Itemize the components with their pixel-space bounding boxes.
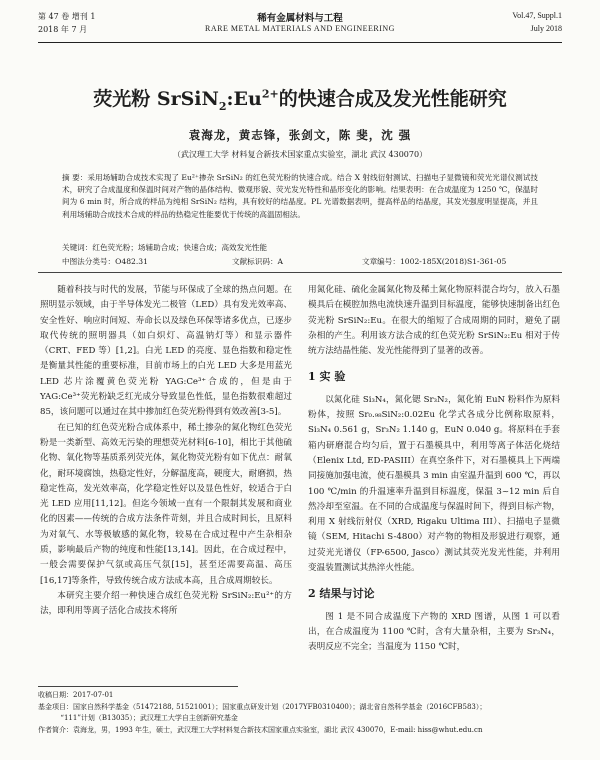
results-paragraph: 图 1 是不同合成温度下产物的 XRD 图谱，从图 1 可以看出，在合成温度为 1100 ℃时，含有大量杂相，主要为 Sr₃N₄，表明反应不完全；当温度为 1150 ℃时， xyxy=(308,611,560,653)
authors: 袁海龙，黄志锋，张剑文，陈 斐，沈 强 xyxy=(188,128,412,142)
affiliation: （武汉理工大学 材料复合新技术国家重点实验室，湖北 武汉 430070） xyxy=(172,150,428,159)
keywords: 关键词：红色荧光粉；场辅助合成；快速合成；高效发光性能 xyxy=(62,243,268,252)
volume-cn: 第 47 卷 增刊 1 xyxy=(38,12,96,21)
intro-paragraph-3: 本研究主要介绍一种快速合成红色荧光粉 SrSiN₂:Eu²⁺的方法，即利用等离子活化合成技术将所 xyxy=(40,590,292,617)
title-subscript: 2 xyxy=(218,99,227,113)
footnote-received: 收稿日期：2017-07-01 xyxy=(38,691,114,699)
intro-continuation: 用氮化硅、硫化金属氮化物及稀土氮化物原料混合均匀，放入石墨模具后在模腔加热电流快速升温到目标温度，能够快速制备出红色荧光粉 SrSiN₂:Eu。在很大的缩短了合成周期的同时，避免了副杂相的产生。利用该方法合成的红色荧光粉 SrSiN₂:Eu 相对于传统方法结晶性能、发光性能得到了显著的改善。 xyxy=(308,285,560,357)
experiment-paragraph: 以氮化硅 Si₃N₄，氮化锶 Sr₃N₂，氮化铕 EuN 粉料作为原料粉体，按照 Sr₀.₉₈SiN₂:0.02Eu 化学式各成分比例称取原料，Si₃N₄ 0.561 g，Sr₃N₂ 1.140 g，EuN 0.040 g。将原料在手套箱内研磨混合均匀后，置于石墨模具中，利用等离子体活化烧结（Elenix Ltd, ED-PASIII）在真空条件下，对石墨模具上下两端同接施加强电流，使石墨模具 3 min 由室温升温到 600 ℃，再以 100 ℃/min 的升温速率升温到目标温度，保温 3~12 min 后自然冷却至室温。在不同的合成温度与保温时间下，得到目标产物，利用 X 射线衍射仪（XRD, Rigaku Ultima III）、扫描电子显微镜（SEM, Hitachi S-4800）对产物的物相及形貌进行观察，通过荧光光谱仪（FP-6500, Jasco）测试其荧光发光性能，并利用变温装置测试其热淬火性能。 xyxy=(308,394,560,574)
article-number: 文章编号：1002-185X(2018)S1-361-05 xyxy=(362,257,507,266)
footnote-author-bio: 作者简介：袁海龙，男，1993 年生，硕士，武汉理工大学材料复合新技术国家重点实验室，湖北 武汉 430070，E-mail: hiss@whut.edu.cn xyxy=(38,725,483,734)
paper-title xyxy=(0,84,600,113)
date-en: July 2018 xyxy=(530,24,562,33)
title-mid: :Eu xyxy=(226,88,262,110)
intro-paragraph-2: 在已知的红色荧光粉合成体系中，稀土掺杂的氮化物红色荧光粉是一类新型、高效无污染的理想荧光材料[6-10]，相比于其他硫化物、氧化物等基质系列荧光体，氮化物荧光粉有如下优点：耐氧化，耐环境腐蚀，热稳定性好，分解温度高，硬度大，耐磨损，热稳定性高，发光效率高，化学稳定性好以及显色性好，较适合于白光 LED 应用[11,12]。但迄今领域一直有一个限制其发展和商业化的因素——传统的合成方法条件苛刻，并且合成时间长，且原料为对氧气、水等极敏感的氮化物，较易在合成过程中产生杂相杂质，影响最后产物的纯度和性能[13,14]。因此，在合成过程中，一般会需要保护气氛或高压气氛[15]，甚至还需要高温、高压[16,17]等条件，导致传统合成方法成本高，且合成周期较长。 xyxy=(40,422,292,586)
intro-paragraph-1: 随着科技与时代的发展，节能与环保成了全球的热点问题。在照明显示领域，由于半导体发光二极管（LED）具有发光效率高、安全性好、响应时间短、寿命长以及绿色环保等诸多优点，已逐步取代传统的照明器具（如白炽灯、高温钠灯等）和显示器件（CRT、FED 等）[1,2]。白光 LED 的亮度、显色指数和稳定性是衡量其性能的重要标准，目前市场上的白光 LED 大多是用蓝光 LED 芯片涂覆黄色荧光粉 YAG:Ce³⁺合成的，但是由于 YAG:Ce³⁺荧光粉缺乏红光成分导致显色性低，显色指数很难超过 85，该问题可以通过在其中掺加红色荧光粉得到有效改善[3-5]。 xyxy=(40,285,292,418)
classification-line xyxy=(62,256,560,267)
footnote-funding-cont: “111”计划（B13035）；武汉理工大学自主创新研究基金 xyxy=(60,714,238,722)
journal-name-en: RARE METAL MATERIALS AND ENGINEERING xyxy=(205,24,395,33)
abstract: 摘 要：采用场辅助合成技术实现了 Eu²⁺掺杂 SrSiN₂ 的红色荧光粉的快速合成。结合 X 射线衍射测试、扫描电子显微镜和荧光光谱仪测试技术，研究了合成温度和保温时间对产物的晶体结构、微观形貌、荧光发光特性和晶形变化的影响。结果表明：在合成温度为 1250 ℃，保温时间为 6 min 时，所合成的样品为纯相 SrSiN₂ 结构，具有较好的结晶度。PL 光谱数据表明，提高样品的结晶度，其发光强度明显提高，并且利用场辅助合成技术合成的样品的热稳定性能要优于传统的高温固相法。 xyxy=(62,173,538,219)
running-header xyxy=(38,8,562,43)
left-column xyxy=(40,283,292,620)
section-heading-results: 2 结果与讨论 xyxy=(308,587,375,601)
footnotes xyxy=(38,690,562,736)
section-heading-experiment: 1 实 验 xyxy=(308,370,346,384)
document-code: 文献标识码：A xyxy=(232,257,284,266)
footnote-funding: 基金项目：国家自然科学基金（51472188, 51521001）；国家重点研发计划（2017YFB0310400）；湖北省自然科学基金（2016CFB583）； xyxy=(38,702,487,711)
title-superscript: 2+ xyxy=(261,87,279,101)
footnote-divider xyxy=(38,686,238,687)
date-cn: 2018 年 7 月 xyxy=(38,25,88,34)
journal-name-cn: 稀有金属材料与工程 xyxy=(257,13,343,24)
abstract-divider xyxy=(38,272,562,273)
title-suffix: 的快速合成及发光性能研究 xyxy=(278,88,507,110)
volume-en: Vol.47, Suppl.1 xyxy=(512,11,562,20)
clc-number: 中图法分类号：O482.31 xyxy=(62,257,148,266)
right-column xyxy=(308,283,560,656)
title-prefix: 荧光粉 SrSiN xyxy=(93,88,219,110)
